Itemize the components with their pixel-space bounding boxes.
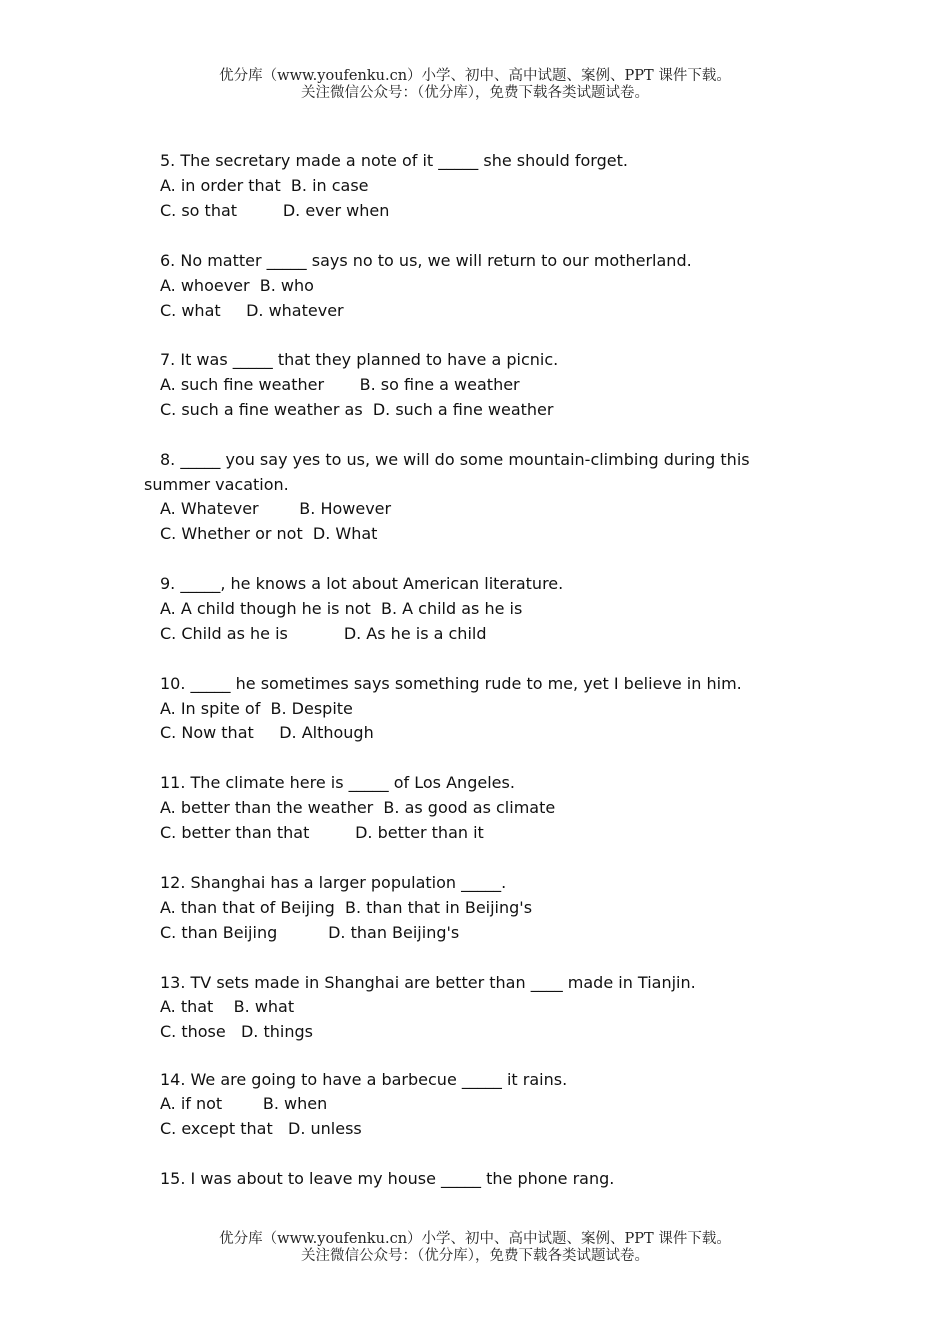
question-options-row: A. than that of Beijing B. than that in Beijing's — [160, 898, 533, 917]
question-stem: 6. No matter _____ says no to us, we will return to our motherland. — [160, 251, 692, 270]
question-options-row: A. that B. what — [160, 997, 295, 1016]
question-stem: 13. TV sets made in Shanghai are better than ____ made in Tianjin. — [160, 973, 696, 992]
question-options-row: C. what D. whatever — [160, 301, 344, 320]
question-options-row: A. in order that B. in case — [160, 176, 369, 195]
question-stem: 8. _____ you say yes to us, we will do some mountain-climbing during this — [160, 450, 750, 469]
question-stem: 11. The climate here is _____ of Los Angeles. — [160, 773, 515, 792]
question-options-row: C. better than that D. better than it — [160, 823, 484, 842]
question-stem: 10. _____ he sometimes says something rude to me, yet I believe in him. — [160, 674, 742, 693]
question-options-row: C. than Beijing D. than Beijing's — [160, 923, 460, 942]
question-options-row: A. A child though he is not B. A child as he is — [160, 599, 523, 618]
header-line-1: 优分库（www.youfenku.cn）小学、初中、高中试题、案例、PPT 课件下载。 — [219, 68, 731, 84]
question-stem: 14. We are going to have a barbecue _____ it rains. — [160, 1070, 568, 1089]
question-options-row: A. better than the weather B. as good as climate — [160, 798, 556, 817]
question-options-row: C. Now that D. Although — [160, 723, 374, 742]
question-options-row: A. Whatever B. However — [160, 499, 392, 518]
question-stem: 15. I was about to leave my house _____ the phone rang. — [160, 1169, 615, 1188]
question-stem: 5. The secretary made a note of it _____ she should forget. — [160, 151, 628, 170]
question-stem: 9. _____, he knows a lot about American literature. — [160, 574, 564, 593]
question-options-row: A. if not B. when — [160, 1094, 328, 1113]
footer-line-2: 关注微信公众号：（优分库），免费下载各类试题试卷。 — [301, 1248, 649, 1264]
question-options-row: C. Whether or not D. What — [160, 524, 378, 543]
footer-line-1: 优分库（www.youfenku.cn）小学、初中、高中试题、案例、PPT 课件下载。 — [219, 1231, 731, 1247]
question-stem: 7. It was _____ that they planned to have a picnic. — [160, 350, 559, 369]
question-options-row: A. In spite of B. Despite — [160, 699, 353, 718]
question-options-row: C. Child as he is D. As he is a child — [160, 624, 487, 643]
question-stem: 12. Shanghai has a larger population _____. — [160, 873, 507, 892]
question-options-row: C. those D. things — [160, 1022, 313, 1041]
question-options-row: C. so that D. ever when — [160, 201, 390, 220]
page-footer — [0, 1231, 950, 1265]
question-options-row: A. such fine weather B. so fine a weather — [160, 375, 520, 394]
question-options-row: C. such a fine weather as D. such a fine weather — [160, 400, 554, 419]
question-stem-continued: summer vacation. — [144, 475, 289, 494]
header-line-2: 关注微信公众号：（优分库），免费下载各类试题试卷。 — [301, 85, 649, 101]
page-header — [0, 68, 950, 102]
question-options-row: A. whoever B. who — [160, 276, 314, 295]
question-options-row: C. except that D. unless — [160, 1119, 362, 1138]
